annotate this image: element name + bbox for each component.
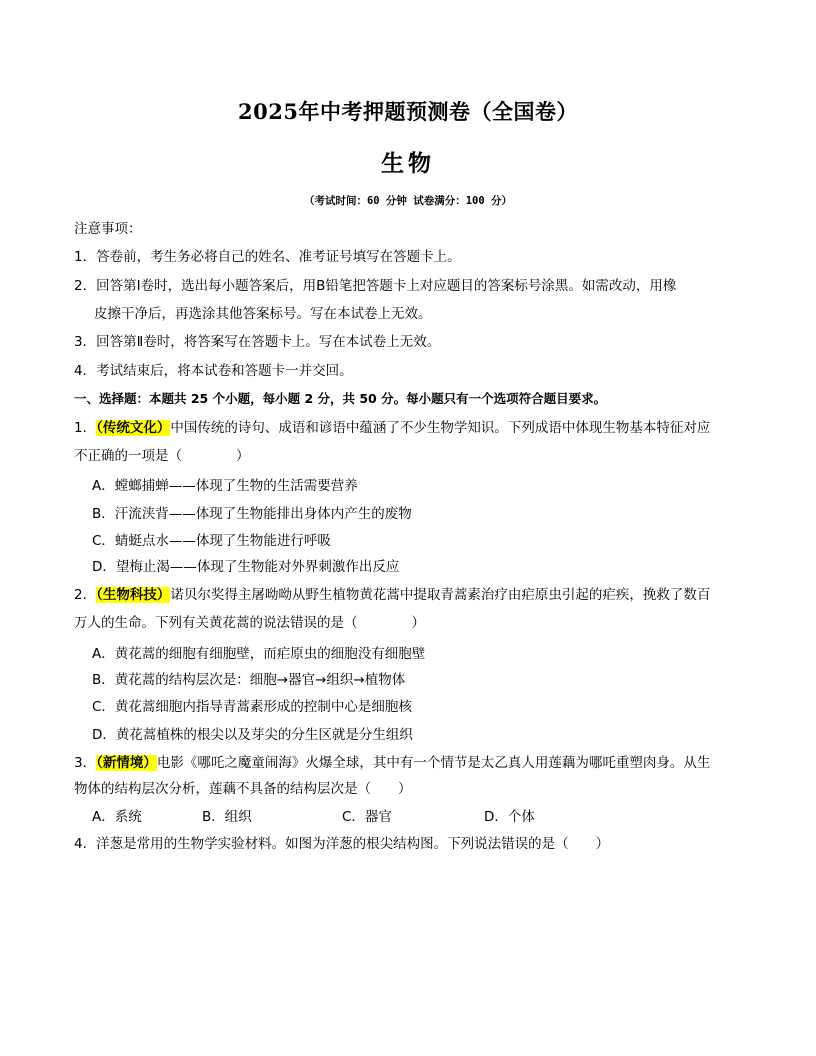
question-tag: （新情境） [96,755,157,771]
note-item-2-cont: 皮擦干净后，再选涂其他答案标号。写在本试卷上无效。 [94,306,432,322]
question-stem: 电影《哪吒之魔童闹海》火爆全球，其中有一个情节是太乙真人用莲藕为哪吒重塑肉身。从生 [156,755,711,771]
section-heading: 一、选择题：本题共 25 个小题，每小题 2 分，共 50 分。每小题只有一个选项符合题目要求。 [74,391,607,406]
question-number: 3． [74,755,97,771]
question-2-option-d: D．黄花蒿植株的根尖以及芽尖的分生区就是分生组织 [92,727,413,743]
question-3-option-c: C．器官 [342,809,392,825]
note-item-1: 1．答卷前，考生务必将自己的姓名、准考证号填写在答题卡上。 [74,249,461,265]
question-tag: （传统文化） [96,420,171,436]
subject-title: 生物 [381,151,435,177]
question-3-option-a: A．系统 [92,809,142,825]
note-item-3: 3．回答第Ⅱ卷时，将答案写在答题卡上。写在本试卷上无效。 [74,334,441,350]
question-2-line-1 [74,586,710,604]
question-4-line-1 [74,835,609,853]
question-1-line-2: 不正确的一项是（ ） [74,448,250,464]
exam-title: 2025年中考押题预测卷（全国卷） [238,99,578,124]
note-item-2: 2．回答第Ⅰ卷时，选出每小题答案后，用B铅笔把答题卡上对应题目的答案标号涂黑。如需改动，用橡 [74,278,677,294]
question-stem: 洋葱是常用的生物学实验材料。如图为洋葱的根尖结构图。下列说法错误的是（ ） [96,836,610,852]
note-item-4: 4．考试结束后，将本试卷和答题卡一并交回。 [74,363,353,379]
question-2-option-c: C．黄花蒿细胞内指导青蒿素形成的控制中心是细胞核 [92,699,412,715]
question-1-option-b: B．汗流浃背——体现了生物能排出身体内产生的废物 [92,506,412,522]
exam-info: （考试时间：60 分钟 试卷满分：100 分） [303,195,513,207]
question-stem: 中国传统的诗句、成语和谚语中蕴涵了不少生物学知识。下列成语中体现生物基本特征对应 [170,420,711,436]
question-1-option-d: D．望梅止渴——体现了生物能对外界刺激作出反应 [92,559,400,575]
question-2-option-a: A．黄花蒿的细胞有细胞壁，而疟原虫的细胞没有细胞壁 [92,646,426,662]
question-3-option-b: B．组织 [202,809,252,825]
question-number: 4． [74,836,97,852]
question-1-option-a: A．螳螂捕蝉——体现了生物的生活需要营养 [92,478,358,494]
question-1-option-c: C．蜻蜓点水——体现了生物能进行呼吸 [92,533,331,549]
question-2-option-b: B．黄花蒿的结构层次是：细胞→器官→组织→植物体 [92,672,406,688]
question-1-line-1 [74,419,710,437]
question-tag: （生物科技） [96,587,171,603]
question-3-line-2: 物体的结构层次分析，莲藕不具备的结构层次是（ ） [74,781,412,797]
question-3-line-1 [74,754,710,772]
question-number: 1． [74,420,97,436]
notes-heading: 注意事项： [74,221,142,237]
question-2-line-2: 万人的生命。下列有关黄花蒿的说法错误的是（ ） [74,615,425,631]
question-number: 2． [74,587,97,603]
question-3-option-d: D．个体 [484,809,535,825]
question-stem: 诺贝尔奖得主屠呦呦从野生植物黄花蒿中提取青蒿素治疗由疟原虫引起的疟疾，挽救了数百 [170,587,711,603]
